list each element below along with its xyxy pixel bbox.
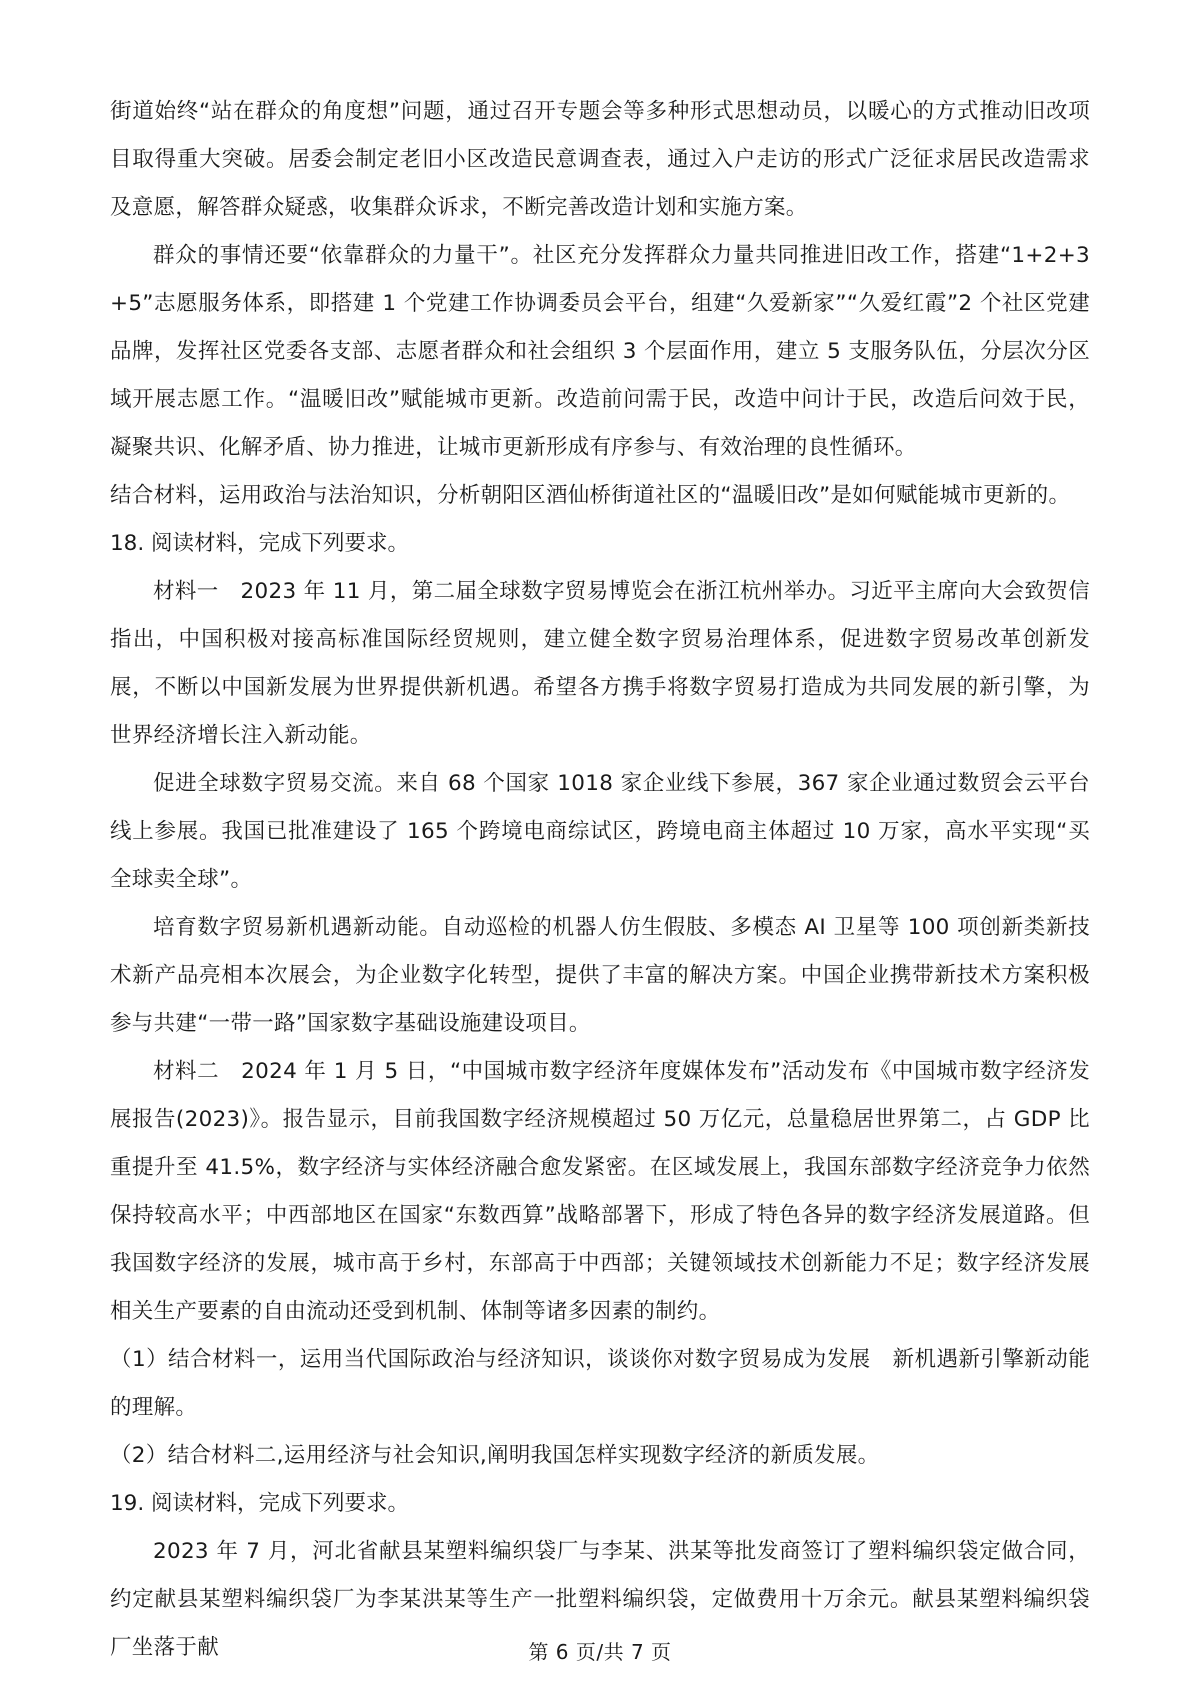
page-footer bbox=[0, 1636, 1200, 1665]
document-body bbox=[110, 88, 1090, 1672]
question-18-material-2: 材料二 2024 年 1 月 5 日，“中国城市数字经济年度媒体发布”活动发布《中国城市数字经济发展报告(2023)》。报告显示，目前我国数字经济规模超过 50 万亿元，总量稳居世界第二，占 GDP 比重提升至 41.5%，数字经济与实体经济融合愈发紧密。在区域发展上，我国东部数字经济竞争力依然保持较高水平；中西部地区在国家“东数西算”战略部署下，形成了特色各异的数字经济发展道路。但我国数字经济的发展，城市高于乡村，东部高于中西部；关键领域技术创新能力不足；数字经济发展相关生产要素的自由流动还受到机制、体制等诸多因素的制约。 bbox=[110, 1059, 1090, 1324]
question-17-prompt: 结合材料，运用政治与法治知识，分析朝阳区酒仙桥街道社区的“温暖旧改”是如何赋能城市更新的。 bbox=[110, 483, 1071, 508]
question-18-subquestion-1: （1）结合材料一，运用当代国际政治与经济知识，谈谈你对数字贸易成为发展 新机遇新引擎新动能的理解。 bbox=[110, 1347, 1090, 1420]
paragraph-volunteer-system: 群众的事情还要“依靠群众的力量干”。社区充分发挥群众力量共同推进旧改工作，搭建“1+2+3+5”志愿服务体系，即搭建 1 个党建工作协调委员会平台，组建“久爱新家”“久爱红霞”2 个社区党建品牌，发挥社区党委各支部、志愿者群众和社会组织 3 个层面作用，建立 5 支服务队伍，分层次分区域开展志愿工作。“温暖旧改”赋能城市更新。改造前问需于民，改造中问计于民，改造后问效于民，凝聚共识、化解矛盾、协力推进，让城市更新形成有序参与、有效治理的良性循环。 bbox=[110, 243, 1090, 460]
question-18-material-1-paragraph-1: 材料一 2023 年 11 月，第二届全球数字贸易博览会在浙江杭州举办。习近平主席向大会致贺信指出，中国积极对接高标准国际经贸规则，建立健全数字贸易治理体系，促进数字贸易改革创新发展，不断以中国新发展为世界提供新机遇。希望各方携手将数字贸易打造成为共同发展的新引擎，为世界经济增长注入新动能。 bbox=[110, 579, 1090, 748]
paragraph-material-continuation: 街道始终“站在群众的角度想”问题，通过召开专题会等多种形式思想动员，以暖心的方式推动旧改项目取得重大突破。居委会制定老旧小区改造民意调查表，通过入户走访的形式广泛征求居民改造需求及意愿，解答群众疑惑，收集群众诉求，不断完善改造计划和实施方案。 bbox=[110, 99, 1090, 220]
question-18-material-1-paragraph-3: 培育数字贸易新机遇新动能。自动巡检的机器人仿生假肢、多模态 AI 卫星等 100 项创新类新技术新产品亮相本次展会，为企业数字化转型，提供了丰富的解决方案。中国企业携带新技术方案积极参与共建“一带一路”国家数字基础设施建设项目。 bbox=[110, 915, 1090, 1036]
question-18-subquestion-2: （2）结合材料二,运用经济与社会知识,阐明我国怎样实现数字经济的新质发展。 bbox=[110, 1443, 880, 1468]
question-19-title: 19. 阅读材料，完成下列要求。 bbox=[110, 1491, 410, 1516]
question-18-title: 18. 阅读材料，完成下列要求。 bbox=[110, 531, 410, 556]
question-19-material: 2023 年 7 月，河北省献县某塑料编织袋厂与李某、洪某等批发商签订了塑料编织袋定做合同，约定献县某塑料编织袋厂为李某洪某等生产一批塑料编织袋，定做费用十万余元。献县某塑料编织袋厂坐落于献 bbox=[110, 1539, 1090, 1660]
page-number: 第 6 页/共 7 页 bbox=[528, 1640, 672, 1664]
question-18-material-1-paragraph-2: 促进全球数字贸易交流。来自 68 个国家 1018 家企业线下参展，367 家企业通过数贸会云平台线上参展。我国已批准建设了 165 个跨境电商综试区，跨境电商主体超过 10 万家，高水平实现“买全球卖全球”。 bbox=[110, 771, 1090, 892]
